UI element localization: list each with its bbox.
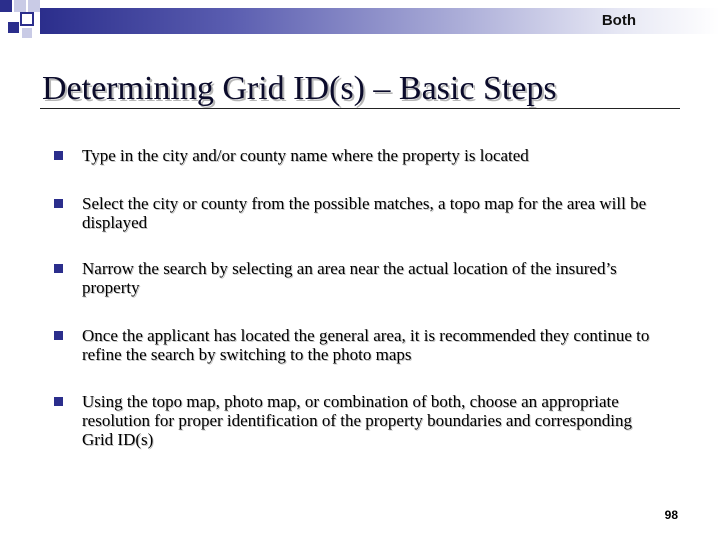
bullet-text: Once the applicant has located the general area, it is recommended they continue to refine the search by switching to the photo maps — [82, 326, 650, 364]
decor-square-icon — [22, 28, 32, 38]
bullet-text: Type in the city and/or county name where the property is located — [82, 146, 529, 165]
bullet-item — [52, 326, 652, 364]
corner-label: Both — [601, 12, 636, 29]
bullet-text: Using the topo map, photo map, or combination of both, choose an appropriate resolution for proper identification of the property boundaries and corresponding Grid ID(s) — [82, 392, 632, 449]
square-bullet-icon — [54, 331, 63, 340]
bullet-item — [52, 392, 652, 449]
bullet-list — [52, 146, 652, 449]
title-divider — [40, 108, 680, 109]
page-number: 98 — [664, 508, 678, 522]
square-bullet-icon — [54, 199, 63, 208]
bullet-text: Narrow the search by selecting an area near the actual location of the insured’s property — [82, 259, 617, 297]
square-bullet-icon — [54, 397, 63, 406]
bullet-item — [52, 259, 652, 297]
decor-square-icon — [0, 0, 12, 12]
square-bullet-icon — [54, 151, 63, 160]
square-bullet-icon — [54, 264, 63, 273]
decor-square-icon — [8, 22, 19, 33]
decor-square-icon — [28, 0, 40, 12]
decor-square-icon — [20, 12, 34, 26]
bullet-item — [52, 146, 652, 165]
bullet-text: Select the city or county from the possible matches, a topo map for the area will be displayed — [82, 194, 647, 232]
bullet-item — [52, 194, 652, 232]
slide-title: Determining Grid ID(s) – Basic Steps — [42, 70, 557, 107]
decor-square-icon — [14, 0, 26, 12]
